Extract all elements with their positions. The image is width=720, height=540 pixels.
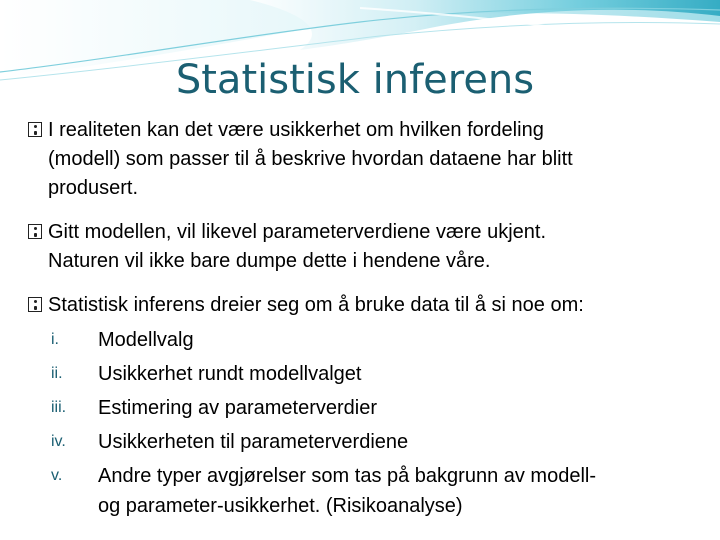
list-item: v. Andre typer avgjørelser som tas på bakgrunn av modell- og parameter-usikkerhet. (Risikoanalyse) [31,459,711,521]
list-item: ii. Usikkerhet rundt modellvalget [31,357,711,391]
numbered-list [31,323,711,521]
page-title: Statistisk inferens [175,57,535,103]
list-number: iii. [51,399,67,416]
list-item: iii. Estimering av parameterverdier [31,391,711,425]
list-item: i. Modellvalg [31,323,711,357]
missing-glyph-icon [28,297,42,312]
list-number: iv. [51,433,66,450]
missing-glyph-icon [28,224,42,239]
list-number: ii. [51,365,63,382]
bullet-item: I realiteten kan det være usikkerhet om hvilken fordeling (modell) som passer til å beskrive hvordan dataene har blitt produsert. [31,116,711,203]
list-number: v. [51,467,63,484]
bullet-item: Gitt modellen, vil likevel parameterverdiene være ukjent. Naturen vil ikke bare dumpe dette i hendene våre. [31,218,711,276]
missing-glyph-icon [28,122,42,137]
list-item: iv. Usikkerheten til parameterverdiene [31,425,711,459]
bullet-item: Statistisk inferens dreier seg om å bruke data til å si noe om: [31,291,711,320]
list-number: i. [51,331,59,348]
slide-content [31,116,711,521]
